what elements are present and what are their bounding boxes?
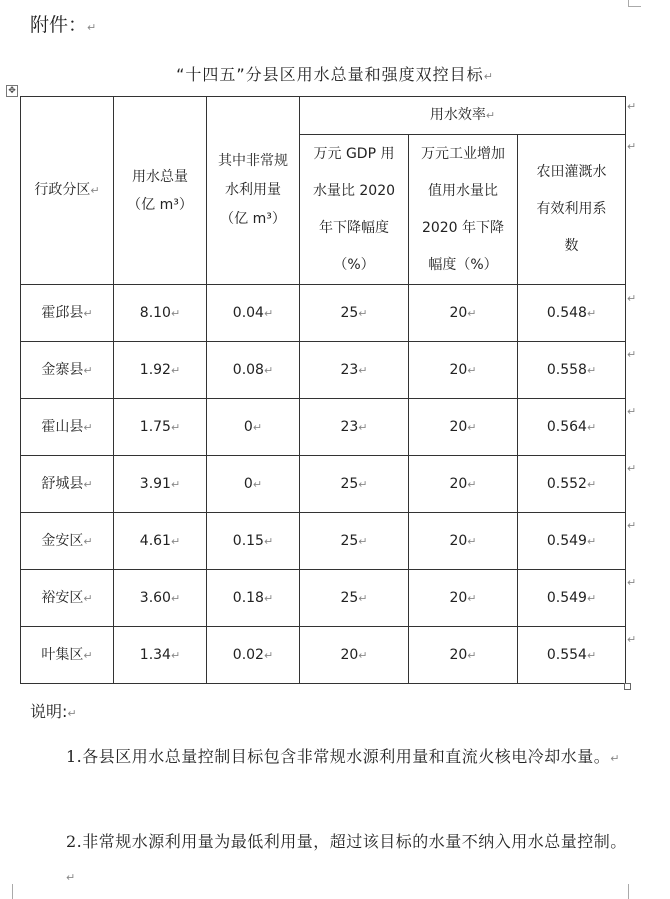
- cell-end-mark: ↵: [263, 591, 274, 605]
- header-irrigation: 农田灌溉水有效利用系数: [518, 135, 626, 285]
- cell-end-mark: ↵: [252, 420, 263, 434]
- cell-end-mark: ↵: [467, 591, 477, 605]
- cell-nonconv: 0↵: [207, 399, 300, 456]
- cell-end-mark: ↵: [263, 648, 274, 662]
- cell-total: 4.61↵: [114, 513, 207, 570]
- notes-label-text: 说明:: [30, 702, 68, 721]
- cell-end-mark: ↵: [586, 534, 597, 548]
- note-item-1: [30, 740, 630, 776]
- page-corner-mark-right: [628, 0, 641, 7]
- cell-end-mark: ↵: [467, 306, 477, 320]
- cell-total: 1.75↵: [114, 399, 207, 456]
- cell-nonconv: 0.18↵: [207, 570, 300, 627]
- cell-end-mark: ↵: [358, 648, 368, 662]
- cell-gdp: 23↵: [300, 342, 409, 399]
- cell-irrigation: 0.564↵: [518, 399, 626, 456]
- cell-end-mark: ↵: [467, 420, 477, 434]
- cell-gdp: 25↵: [300, 513, 409, 570]
- document-title: [0, 62, 670, 85]
- cell-end-mark: ↵: [170, 477, 181, 491]
- cell-end-mark: ↵: [467, 534, 477, 548]
- table-row: [21, 285, 626, 342]
- cell-end-mark: ↵: [358, 363, 368, 377]
- cell-end-mark: ↵: [83, 477, 93, 491]
- paragraph-mark: ↵: [610, 752, 620, 765]
- cell-total: 8.10↵: [114, 285, 207, 342]
- cell-end-mark: ↵: [358, 591, 368, 605]
- cell-district: 叶集区↵: [21, 627, 114, 684]
- table-row: [21, 513, 626, 570]
- table-header-row: [21, 97, 626, 135]
- row-end-mark: ↵: [627, 519, 637, 532]
- cell-end-mark: ↵: [467, 648, 477, 662]
- cell-end-mark: ↵: [586, 306, 597, 320]
- cell-end-mark: ↵: [358, 306, 368, 320]
- cell-end-mark: ↵: [83, 306, 93, 320]
- cell-industry: 20↵: [409, 513, 518, 570]
- header-gdp: 万元 GDP 用水量比 2020 年下降幅度（%）: [300, 135, 409, 285]
- row-end-mark: ↵: [627, 140, 637, 153]
- cell-end-mark: ↵: [170, 420, 181, 434]
- paragraph-mark: ↵: [66, 871, 76, 884]
- table-move-handle-icon[interactable]: ✥: [6, 85, 18, 97]
- cell-end-mark: ↵: [252, 477, 263, 491]
- cell-irrigation: 0.552↵: [518, 456, 626, 513]
- cell-end-mark: ↵: [170, 648, 181, 662]
- cell-end-mark: ↵: [586, 648, 597, 662]
- header-district: 行政分区↵: [21, 97, 114, 285]
- row-end-mark: ↵: [627, 462, 637, 475]
- cell-irrigation: 0.549↵: [518, 570, 626, 627]
- notes-label: [30, 699, 77, 722]
- cell-total: 3.91↵: [114, 456, 207, 513]
- cell-industry: 20↵: [409, 285, 518, 342]
- targets-table: [20, 96, 626, 684]
- cell-gdp: 25↵: [300, 570, 409, 627]
- cell-end-mark: ↵: [170, 363, 181, 377]
- cell-end-mark: ↵: [83, 363, 93, 377]
- row-end-mark: ↵: [627, 633, 637, 646]
- cell-end-mark: ↵: [358, 534, 368, 548]
- cell-industry: 20↵: [409, 570, 518, 627]
- row-end-mark: ↵: [627, 405, 637, 418]
- cell-end-mark: ↵: [586, 363, 597, 377]
- paragraph-mark: ↵: [483, 70, 494, 83]
- table-body: [21, 285, 626, 684]
- cell-irrigation: 0.548↵: [518, 285, 626, 342]
- header-industry: 万元工业增加值用水量比 2020 年下降幅度（%）: [409, 135, 518, 285]
- cell-irrigation: 0.554↵: [518, 627, 626, 684]
- header-efficiency-group: 用水效率↵: [300, 97, 626, 135]
- title-text: “十四五”分县区用水总量和强度双控目标: [176, 65, 484, 84]
- row-end-mark: ↵: [627, 576, 637, 589]
- cell-total: 1.92↵: [114, 342, 207, 399]
- cell-total: 1.34↵: [114, 627, 207, 684]
- table-row: [21, 570, 626, 627]
- cell-end-mark: ↵: [467, 363, 477, 377]
- row-end-mark: ↵: [627, 348, 637, 361]
- cell-end-mark: ↵: [263, 363, 274, 377]
- cell-nonconv: 0.08↵: [207, 342, 300, 399]
- cell-gdp: 23↵: [300, 399, 409, 456]
- cell-industry: 20↵: [409, 456, 518, 513]
- row-end-mark: ↵: [627, 100, 637, 113]
- cell-end-mark: ↵: [83, 420, 93, 434]
- cell-nonconv: 0.04↵: [207, 285, 300, 342]
- header-total: 用水总量（亿 m³）: [114, 97, 207, 285]
- cell-end-mark: ↵: [83, 534, 93, 548]
- attachment-label: [30, 10, 96, 37]
- cell-irrigation: 0.549↵: [518, 513, 626, 570]
- cell-end-mark: ↵: [358, 420, 368, 434]
- table-resize-handle[interactable]: [624, 683, 631, 690]
- cell-industry: 20↵: [409, 627, 518, 684]
- page-corner-mark-left: [0, 884, 13, 899]
- cell-district: 舒城县↵: [21, 456, 114, 513]
- cell-end-mark: ↵: [83, 648, 93, 662]
- table-row: [21, 399, 626, 456]
- cell-end-mark: ↵: [586, 591, 597, 605]
- cell-total: 3.60↵: [114, 570, 207, 627]
- cell-gdp: 25↵: [300, 285, 409, 342]
- table-row: [21, 456, 626, 513]
- cell-end-mark: ↵: [83, 591, 93, 605]
- cell-end-mark: ↵: [170, 591, 181, 605]
- cell-end-mark: ↵: [170, 306, 181, 320]
- table-row: [21, 342, 626, 399]
- cell-end-mark: ↵: [263, 306, 274, 320]
- cell-gdp: 20↵: [300, 627, 409, 684]
- note-text-1: 1.各县区用水总量控制目标包含非常规水源利用量和直流火核电冷却水量。: [66, 747, 611, 766]
- cell-end-mark: ↵: [358, 477, 368, 491]
- cell-district: 金安区↵: [21, 513, 114, 570]
- table-row: [21, 627, 626, 684]
- cell-district: 霍山县↵: [21, 399, 114, 456]
- cell-nonconv: 0↵: [207, 456, 300, 513]
- cell-industry: 20↵: [409, 342, 518, 399]
- header-nonconv: 其中非常规水利用量（亿 m³）: [207, 97, 300, 285]
- row-end-mark: ↵: [627, 292, 637, 305]
- cell-irrigation: 0.558↵: [518, 342, 626, 399]
- cell-end-mark: ↵: [263, 534, 274, 548]
- paragraph-mark: ↵: [87, 21, 97, 34]
- cell-end-mark: ↵: [170, 534, 181, 548]
- cell-end-mark: ↵: [586, 477, 597, 491]
- cell-end-mark: ↵: [467, 477, 477, 491]
- cell-nonconv: 0.15↵: [207, 513, 300, 570]
- cell-district: 裕安区↵: [21, 570, 114, 627]
- note-item-2: [30, 825, 630, 895]
- note-text-2: 2.非常规水源利用量为最低利用量，超过该目标的水量不纳入用水总量控制。: [66, 832, 627, 851]
- attachment-text: 附件：: [30, 14, 88, 36]
- paragraph-mark: ↵: [67, 707, 77, 720]
- cell-district: 霍邱县↵: [21, 285, 114, 342]
- cell-end-mark: ↵: [586, 420, 597, 434]
- cell-district: 金寨县↵: [21, 342, 114, 399]
- cell-nonconv: 0.02↵: [207, 627, 300, 684]
- cell-gdp: 25↵: [300, 456, 409, 513]
- cell-industry: 20↵: [409, 399, 518, 456]
